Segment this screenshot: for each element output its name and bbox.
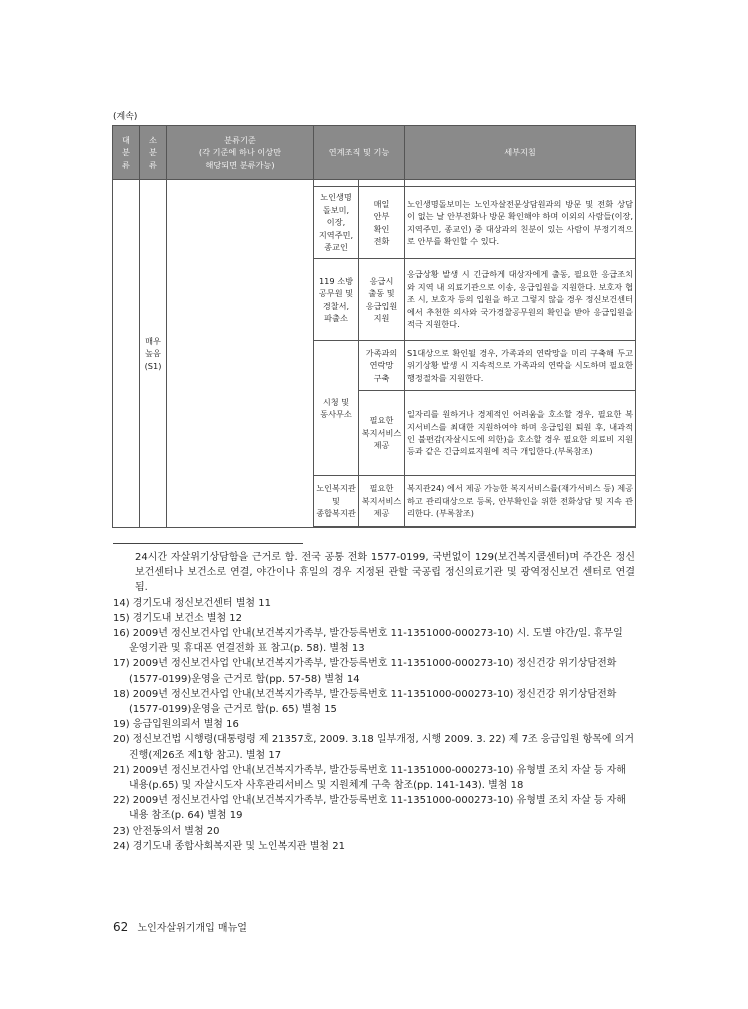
function-cell: 매일 안부 확인 전화: [359, 187, 405, 259]
footnote-item: 14) 경기도내 정신보건센터 별첨 11: [113, 597, 271, 609]
function-cell: 필요한 복지서비스 제공: [359, 391, 405, 476]
footnote-item: 23) 안전동의서 별첨 20: [113, 825, 220, 837]
footnote-item: 21) 2009년 정신보건사업 안내(보건복지가족부, 발간등록번호 11-1351000-000273-10) 유형별 조치 자살 등 자해 내용(p.65) 및 자살시도자 사후관리서비스 및 지원체계 구축 참조(pp. 141-143). 별첨 18: [113, 764, 626, 792]
table-header-row: [113, 126, 636, 180]
footer-title: 노인자살위기개입 매뉴얼: [137, 923, 247, 934]
org-cell: 119 소방 공무원 및 경찰서, 파출소: [314, 259, 359, 341]
footnote-rule: [113, 543, 303, 544]
header-org: 연계조직 및 기능: [314, 126, 405, 180]
footnote-item: 16) 2009년 정신보건사업 안내(보건복지가족부, 발간등록번호 11-1351000-000273-10) 시. 도별 야간/일. 휴무일 운영기관 및 휴대폰 연결전화 표 참고(p. 58). 별첨 13: [113, 628, 623, 655]
footnote-item: 18) 2009년 정신보건사업 안내(보건복지가족부, 발간등록번호 11-1351000-000273-10) 정신건강 위기상담전화(1577-0199)운영을 근거로 함(p. 65) 별첨 15: [113, 688, 617, 716]
org-cell: 노인복지관 및 종합복지관: [314, 476, 359, 527]
header-criteria: 분류기준 (각 기준에 하나 이상만 해당되면 분류가능): [167, 126, 314, 180]
detail-cell: 노인생명돌보미는 노인자살전문상담원과의 방문 및 전화 상담이 없는 날 안부전화나 방문 확인해야 하며 이외의 사람들(이장, 지역주민, 종교인) 중 대상과의 친분이 있는 사람이 부정기적으로 안부를 확인할 수 있다.: [405, 187, 636, 259]
org-cell: 노인생명 돌보미, 이장, 지역주민, 종교인: [314, 187, 359, 259]
detail-cell: S1대상으로 확인될 경우, 가족과의 연락망을 미리 구축해 두고 위기상황 발생 시 지속적으로 가족과의 연락을 시도하며 필요한 행정절차를 지원한다.: [405, 341, 636, 391]
criteria-cell: [167, 180, 314, 528]
function-cell: 응급시 출동 및 응급입원 지원: [359, 259, 405, 341]
page-number: 62: [113, 920, 129, 934]
org-cell: 시청 및 동사무소: [314, 341, 359, 476]
footnote-item: 20) 정신보건법 시행령(대통령령 제 21357호, 2009. 3.18 일부개정, 시행 2009. 3. 22) 제 7조 응급입원 항목에 의거 진행(제26조 제1항 참고). 별첨 17: [113, 734, 635, 761]
footnote-item: 24) 경기도내 종합사회복지관 및 노인복지관 별첨 21: [113, 840, 345, 852]
header-minor: 소 분 류: [140, 126, 167, 180]
continued-label: (계속): [113, 112, 138, 122]
footnote-item: 17) 2009년 정신보건사업 안내(보건복지가족부, 발간등록번호 11-1351000-000273-10) 정신건강 위기상담전화(1577-0199)운영을 근거로 함(pp. 57-58) 별첨 14: [113, 658, 617, 685]
header-detail: 세부지침: [405, 126, 636, 180]
detail-cell: 일자리를 원하거나 경제적인 어려움을 호소할 경우, 필요한 복지서비스를 최대한 지원하여야 하며 응급입원 퇴원 후, 내과적인 불편감(자살시도에 의한)을 호소할 경우 필요한 의료비 지원 등과 같은 긴급의료지원에 적극 개입한다.(부록참조): [405, 391, 636, 476]
detail-cell: 복지관24) 에서 제공 가능한 복지서비스를(재가서비스 등) 제공하고 관리대상으로 등록, 안부확인을 위한 전화상담 및 지속 관리한다. (부록참조): [405, 476, 636, 527]
spacer-row: [113, 180, 636, 187]
function-cell: 가족과의 연락망 구축: [359, 341, 405, 391]
level-cell: 매우 높음 (S1): [140, 180, 167, 528]
page-footer: [113, 919, 247, 934]
footnote-item: 15) 경기도내 보건소 별첨 12: [113, 612, 243, 624]
header-major: 대 분 류: [113, 126, 140, 180]
footnote-lead: 24시간 자살위기상담함을 근거로 함. 전국 공통 전화 1577-0199, 국번없이 129(보건복지콜센터)며 주간은 정신보건센터나 보건소로 연결, 야간이나 휴일의 경우 지정된 관할 국공립 정신의료기관 및 광역정신보건 센터로 연결됨.: [135, 552, 635, 594]
function-cell: 필요한 복지서비스 제공: [359, 476, 405, 527]
footnotes: [113, 550, 635, 854]
guideline-table: [112, 125, 636, 528]
footnote-item: 19) 응급입원의뢰서 별첨 16: [113, 719, 239, 731]
footnote-item: 22) 2009년 정신보건사업 안내(보건복지가족부, 발간등록번호 11-1351000-000273-10) 유형별 조치 자살 등 자해 내용 참조(p. 64) 별첨 19: [113, 795, 626, 822]
detail-cell: 응급상황 발생 시 긴급하게 대상자에게 출동, 필요한 응급조치와 지역 내 의료기관으로 이송, 응급입원을 지원한다. 보호자 협조 시, 보호자 등의 입원을 하고 그렇지 않을 경우 정신보건센터에서 추천한 의사와 국가경찰공무원의 확인을 받아 응급입원을 적극 지원한다.: [405, 259, 636, 341]
